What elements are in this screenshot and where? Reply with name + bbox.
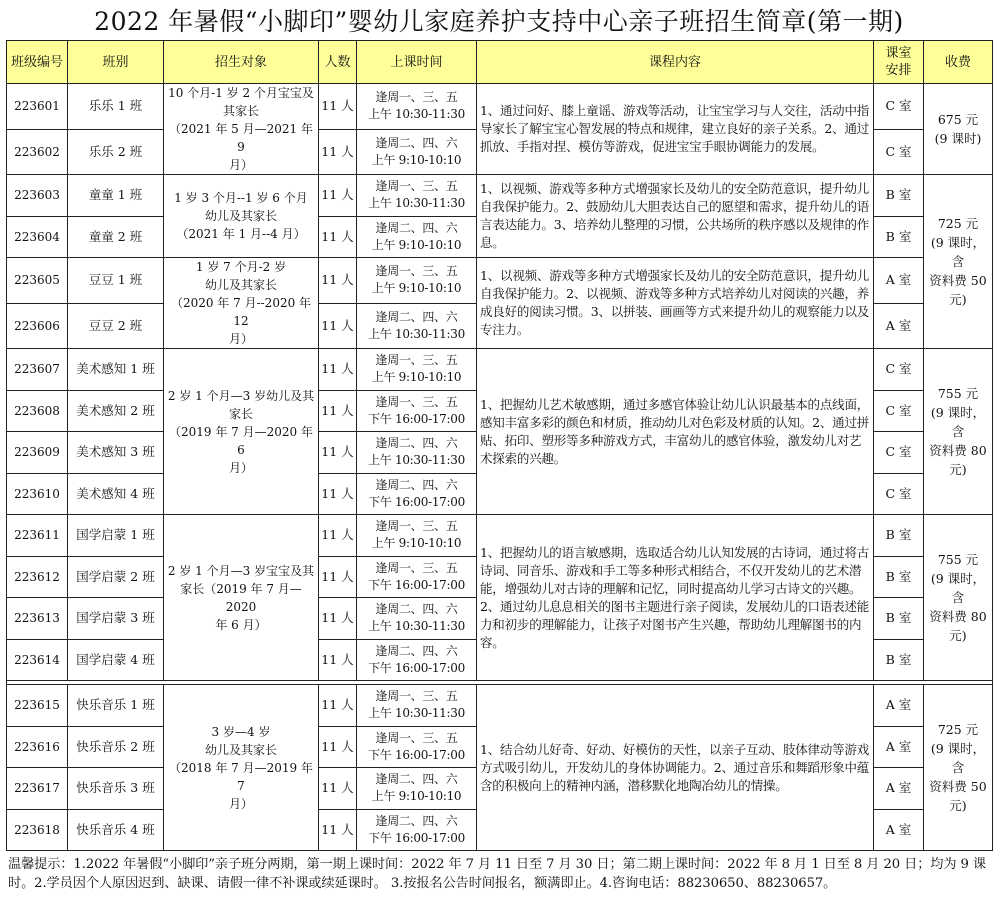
class-days: 逢周一、三、五 <box>375 264 458 279</box>
fee <box>924 84 993 175</box>
class-time <box>357 129 477 175</box>
target-line: 其家长 <box>222 104 259 118</box>
table-row <box>7 349 993 391</box>
fee-line: (9 课时，含 <box>930 235 986 269</box>
table-row <box>7 175 993 217</box>
classroom: C 室 <box>874 129 924 175</box>
table-row <box>7 258 993 304</box>
classroom: C 室 <box>874 432 924 474</box>
class-size: 11 人 <box>319 809 357 851</box>
class-name: 国学启蒙 3 班 <box>68 598 164 640</box>
class-time <box>357 726 477 768</box>
classroom: B 室 <box>874 639 924 681</box>
class-days: 逢周一、三、五 <box>375 689 458 704</box>
course-content: 1、通过问好、膝上童谣、游戏等活动，让宝宝学习与人交往，活动中指导家长了解宝宝心智发展的特点和规律，建立良好的亲子关系。2、通过抓放、手指对捏、模仿等游戏，促进宝宝手眼协调能力的发展。 <box>477 84 874 175</box>
class-size: 11 人 <box>319 349 357 391</box>
class-days: 逢周二、四、六 <box>375 643 458 658</box>
header-count: 人数 <box>319 41 357 84</box>
course-content: 1、以视频、游戏等多种方式增强家长及幼儿的安全防范意识，提升幼儿自我保护能力。2、鼓励幼儿大胆表达自己的愿望和需求，提升幼儿的语言表达能力。3、培养幼儿整理的习惯，公共场所的秩序感以及规律的作息。 <box>477 175 874 258</box>
fee <box>924 515 993 681</box>
target-line: 月） <box>228 796 253 811</box>
classroom: B 室 <box>874 556 924 598</box>
target-audience <box>164 84 319 175</box>
class-size: 11 人 <box>319 129 357 175</box>
target-line: （2018 年 7 月—2019 年 7 <box>169 760 313 793</box>
target-line: 月） <box>228 158 253 172</box>
class-name: 国学启蒙 2 班 <box>68 556 164 598</box>
class-hours: 上午 10:30-11:30 <box>368 619 465 634</box>
class-hours: 下午 16:00-17:00 <box>368 660 465 675</box>
class-name: 豆豆 2 班 <box>68 303 164 349</box>
fee-line: 元) <box>949 462 967 477</box>
target-line: 年 6 月） <box>215 617 267 632</box>
header-time: 上课时间 <box>357 41 477 84</box>
class-days: 逢周一、三、五 <box>375 730 458 745</box>
class-size: 11 人 <box>319 216 357 258</box>
class-days: 逢周二、四、六 <box>375 135 458 150</box>
course-content-paragraph: 1、把握幼儿的语言敏感期，选取适合幼儿认知发展的古诗词，通过将古诗词、同音乐、游戏和手工等多种形式相结合，不仅开发幼儿的艺术潜能，增强幼儿对古诗的理解和记忆，同时提高幼儿学习古诗文的兴趣。 <box>480 544 870 596</box>
class-name: 快乐音乐 2 班 <box>68 726 164 768</box>
class-days: 逢周一、三、五 <box>375 519 458 534</box>
class-code: 223609 <box>7 432 68 474</box>
fee-line: 元) <box>949 628 967 643</box>
course-content: 1、以视频、游戏等多种方式增强家长及幼儿的安全防范意识，提升幼儿自我保护能力。2、以视频、游戏等多种方式培养幼儿对阅读的兴趣，养成良好的阅读习惯。3、以拼装、画画等方式来提升幼儿的观察能力以及专注力。 <box>477 258 874 349</box>
fee-line: 元) <box>949 798 967 813</box>
classroom: A 室 <box>874 809 924 851</box>
target-line: 幼儿及其家长 <box>204 278 277 292</box>
fee-line: 755 元 <box>937 552 979 567</box>
class-size: 11 人 <box>319 258 357 304</box>
enrollment-table <box>6 40 993 851</box>
classroom: C 室 <box>874 84 924 130</box>
fee-line: 675 元 <box>937 112 979 127</box>
classroom: B 室 <box>874 515 924 557</box>
class-code: 223605 <box>7 258 68 304</box>
class-name: 童童 1 班 <box>68 175 164 217</box>
class-time <box>357 175 477 217</box>
class-days: 逢周二、四、六 <box>375 220 458 235</box>
class-hours: 下午 16:00-17:00 <box>368 411 465 426</box>
class-name: 美术感知 3 班 <box>68 432 164 474</box>
class-time <box>357 809 477 851</box>
class-hours: 上午 9:10-10:10 <box>371 789 462 804</box>
class-size: 11 人 <box>319 303 357 349</box>
table-body <box>7 84 993 851</box>
classroom: A 室 <box>874 726 924 768</box>
fee-line: (9 课时，含 <box>930 571 986 605</box>
fee-line: (9 课时，含 <box>930 405 986 439</box>
class-size: 11 人 <box>319 432 357 474</box>
page-title: 2022 年暑假“小脚印”婴幼儿家庭养护支持中心亲子班招生简章(第一期) <box>94 7 904 36</box>
class-code: 223607 <box>7 349 68 391</box>
class-time <box>357 258 477 304</box>
class-hours: 上午 9:10-10:10 <box>371 370 462 385</box>
fee-line: 元) <box>949 292 967 307</box>
target-audience <box>164 175 319 258</box>
fee-line: 资料费 50 <box>929 779 987 794</box>
class-time <box>357 473 477 515</box>
target-line: （2020 年 7 月--2020 年 12 <box>170 296 312 328</box>
target-line: 1 岁 3 个月--1 岁 6 个月 <box>174 191 308 205</box>
class-time <box>357 768 477 810</box>
class-days: 逢周一、三、五 <box>375 179 458 194</box>
class-time <box>357 432 477 474</box>
fee-line: 资料费 50 <box>929 273 987 288</box>
class-code: 223616 <box>7 726 68 768</box>
class-hours: 上午 10:30-11:30 <box>368 326 465 341</box>
class-size: 11 人 <box>319 768 357 810</box>
class-code: 223610 <box>7 473 68 515</box>
class-name: 豆豆 1 班 <box>68 258 164 304</box>
class-hours: 上午 9:10-10:10 <box>371 536 462 551</box>
fee-line: 资料费 80 <box>929 609 987 624</box>
classroom: B 室 <box>874 598 924 640</box>
class-time <box>357 349 477 391</box>
header-code: 班级编号 <box>7 41 68 84</box>
table-row <box>7 515 993 557</box>
classroom: A 室 <box>874 258 924 304</box>
class-name: 国学启蒙 4 班 <box>68 639 164 681</box>
fee <box>924 175 993 349</box>
class-days: 逢周一、三、五 <box>375 560 458 575</box>
target-line: 1 岁 7 个月-2 岁 <box>195 260 287 274</box>
target-audience <box>164 685 319 851</box>
target-audience <box>164 258 319 349</box>
classroom: A 室 <box>874 303 924 349</box>
class-name: 快乐音乐 4 班 <box>68 809 164 851</box>
fee-line: 资料费 80 <box>929 443 987 458</box>
fee <box>924 349 993 515</box>
header-room-line1: 课室 <box>885 46 912 61</box>
target-line: （2019 年 7 月—2020 年 6 <box>169 424 313 457</box>
class-time <box>357 639 477 681</box>
class-code: 223617 <box>7 768 68 810</box>
target-line: 月） <box>228 332 253 346</box>
class-time <box>357 515 477 557</box>
header-class: 班别 <box>68 41 164 84</box>
class-hours: 上午 10:30-11:30 <box>368 196 465 211</box>
header-content: 课程内容 <box>477 41 874 84</box>
class-code: 223613 <box>7 598 68 640</box>
class-size: 11 人 <box>319 556 357 598</box>
class-days: 逢周二、四、六 <box>375 772 458 787</box>
class-name: 美术感知 1 班 <box>68 349 164 391</box>
class-days: 逢周二、四、六 <box>375 436 458 451</box>
classroom: B 室 <box>874 175 924 217</box>
class-name: 乐乐 1 班 <box>68 84 164 130</box>
fee-line: (9 课时) <box>934 131 982 146</box>
target-audience <box>164 349 319 515</box>
class-code: 223606 <box>7 303 68 349</box>
class-size: 11 人 <box>319 726 357 768</box>
target-audience <box>164 515 319 681</box>
classroom: A 室 <box>874 685 924 727</box>
class-name: 童童 2 班 <box>68 216 164 258</box>
class-hours: 上午 9:10-10:10 <box>371 281 462 296</box>
class-time <box>357 685 477 727</box>
class-name: 美术感知 4 班 <box>68 473 164 515</box>
class-time <box>357 556 477 598</box>
course-content: 1、结合幼儿好奇、好动、好模仿的天性，以亲子互动、肢体律动等游戏方式吸引幼儿，开发幼儿的身体协调能力。2、通过音乐和舞蹈形象中蕴含的积极向上的精神内涵，潜移默化地陶冶幼儿的情操。 <box>477 685 874 851</box>
class-size: 11 人 <box>319 515 357 557</box>
classroom: C 室 <box>874 349 924 391</box>
class-days: 逢周一、三、五 <box>375 353 458 368</box>
class-time <box>357 390 477 432</box>
target-line: 家长（2019 年 7 月—2020 <box>180 581 302 614</box>
class-code: 223604 <box>7 216 68 258</box>
class-name: 美术感知 2 班 <box>68 390 164 432</box>
course-content-paragraph: 2、通过幼儿息息相关的图书主题进行亲子阅读，发展幼儿的口语表述能力和初步的理解能力，让孩子对图书产生兴趣，帮助幼儿理解图书的内容。 <box>480 598 870 650</box>
fee-line: 725 元 <box>937 722 979 737</box>
class-hours: 下午 16:00-17:00 <box>368 830 465 845</box>
class-code: 223601 <box>7 84 68 130</box>
classroom: B 室 <box>874 216 924 258</box>
classroom: A 室 <box>874 768 924 810</box>
class-hours: 上午 10:30-11:30 <box>368 706 465 721</box>
target-line: 3 岁—4 岁 <box>211 724 271 739</box>
class-code: 223612 <box>7 556 68 598</box>
class-hours: 下午 16:00-17:00 <box>368 577 465 592</box>
class-size: 11 人 <box>319 84 357 130</box>
table-header-row <box>7 41 993 84</box>
target-line: （2021 年 5 月—2021 年 9 <box>169 122 313 154</box>
class-code: 223603 <box>7 175 68 217</box>
class-name: 乐乐 2 班 <box>68 129 164 175</box>
target-line: （2021 年 1 月--4 月） <box>176 227 306 241</box>
class-size: 11 人 <box>319 175 357 217</box>
target-line: 2 岁 1 个月—3 岁宝宝及其 <box>167 563 315 578</box>
fee-line: 755 元 <box>937 386 979 401</box>
class-code: 223611 <box>7 515 68 557</box>
class-name: 快乐音乐 1 班 <box>68 685 164 727</box>
fee-line: 725 元 <box>937 216 979 231</box>
class-code: 223614 <box>7 639 68 681</box>
class-code: 223608 <box>7 390 68 432</box>
class-size: 11 人 <box>319 390 357 432</box>
class-size: 11 人 <box>319 598 357 640</box>
target-line: 幼儿及其家长 <box>204 742 277 757</box>
header-room <box>874 41 924 84</box>
class-days: 逢周二、四、六 <box>375 477 458 492</box>
class-hours: 上午 10:30-11:30 <box>368 107 465 122</box>
class-size: 11 人 <box>319 473 357 515</box>
target-line: 10 个月-1 岁 2 个月宝宝及 <box>168 86 314 100</box>
target-line: 2 岁 1 个月—3 岁幼儿及其 <box>167 388 315 403</box>
class-hours: 下午 16:00-17:00 <box>368 494 465 509</box>
class-days: 逢周一、三、五 <box>375 394 458 409</box>
class-days: 逢周一、三、五 <box>375 90 458 105</box>
class-code: 223615 <box>7 685 68 727</box>
class-code: 223602 <box>7 129 68 175</box>
table-row <box>7 84 993 130</box>
class-name: 快乐音乐 3 班 <box>68 768 164 810</box>
class-days: 逢周二、四、六 <box>375 602 458 617</box>
class-size: 11 人 <box>319 639 357 681</box>
header-fee: 收费 <box>924 41 993 84</box>
class-time <box>357 216 477 258</box>
target-line: 家长 <box>228 406 253 421</box>
fee-line: (9 课时，含 <box>930 741 986 775</box>
class-hours: 下午 16:00-17:00 <box>368 747 465 762</box>
class-time <box>357 84 477 130</box>
target-line: 月） <box>228 460 253 475</box>
classroom: C 室 <box>874 473 924 515</box>
class-days: 逢周二、四、六 <box>375 309 458 324</box>
header-target: 招生对象 <box>164 41 319 84</box>
classroom: C 室 <box>874 390 924 432</box>
notice-text: 温馨提示：1.2022 年暑假“小脚印”亲子班分两期，第一期上课时间：2022 年 7 月 11 日至 7 月 30 日；第二期上课时间：2022 年 8 月 1 日至 8 月 20 日；均为 9 课时。2.学员因个人原因迟到、缺课、请假一律不补课或续延课时。 3.按报名公告时间报名，额满即止。4.咨询电话：88230650、88230657。 <box>8 857 987 891</box>
course-content: 1、把握幼儿艺术敏感期，通过多感官体验让幼儿认识最基本的点线面，感知丰富多彩的颜色和材质，推动幼儿对色彩及材质的认知。2、通过拼贴、拓印、塑形等多种游戏方式，丰富幼儿的感官体验，激发幼儿对艺术探索的兴趣。 <box>477 349 874 515</box>
class-hours: 上午 10:30-11:30 <box>368 453 465 468</box>
class-days: 逢周二、四、六 <box>375 813 458 828</box>
class-hours: 上午 9:10-10:10 <box>371 237 462 252</box>
fee <box>924 685 993 851</box>
class-name: 国学启蒙 1 班 <box>68 515 164 557</box>
class-size: 11 人 <box>319 685 357 727</box>
class-code: 223618 <box>7 809 68 851</box>
class-time <box>357 598 477 640</box>
header-room-line2: 安排 <box>885 63 912 78</box>
class-hours: 上午 9:10-10:10 <box>371 152 462 167</box>
target-line: 幼儿及其家长 <box>204 209 277 223</box>
table-row <box>7 685 993 727</box>
class-time <box>357 303 477 349</box>
course-content <box>477 515 874 681</box>
